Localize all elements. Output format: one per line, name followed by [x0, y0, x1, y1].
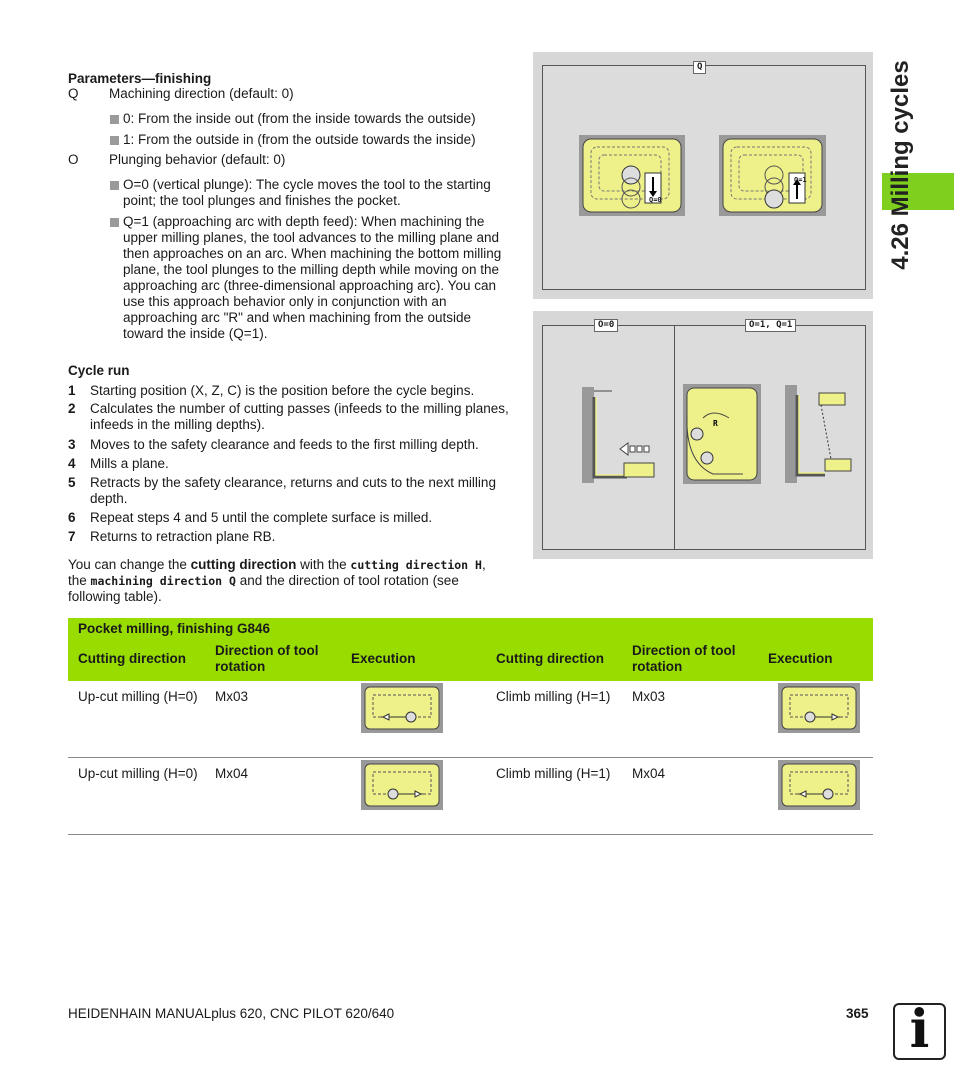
pocket-q1-illustration	[719, 135, 826, 216]
parameters-heading: Parameters—finishing	[68, 71, 212, 86]
cycle-run-heading: Cycle run	[68, 363, 130, 378]
table-row: Up-cut milling (H=0) Mx04 Climb milling (H=1) Mx04	[68, 758, 873, 835]
table-header: Cutting direction	[486, 637, 622, 681]
table-header: Cutting direction	[68, 637, 205, 681]
q0-label: Q=0	[649, 196, 662, 204]
pocket-milling-table	[68, 618, 873, 835]
vertical-plunge-illustration	[582, 387, 657, 483]
table-row: Up-cut milling (H=0) Mx03 Climb milling (H=1) Mx03	[68, 681, 873, 758]
list-item: O=0 (vertical plunge): The cycle moves the tool to the starting point; the tool plunges and finishes the pocket.	[110, 177, 505, 209]
page-number: 365	[846, 1006, 869, 1021]
pocket-q0-illustration	[579, 135, 685, 216]
direction-paragraph: You can change the cutting direction with the cutting direction H, the machining direction Q and the direction of tool rotation (see following table).	[68, 557, 486, 604]
footer-manual: HEIDENHAIN MANUALplus 620, CNC PILOT 620/640	[68, 1006, 395, 1021]
table-header: Execution	[341, 637, 486, 681]
figure-tag-o1q1: O=1, Q=1	[745, 319, 796, 332]
table-header: Direction of tool rotation	[205, 637, 341, 681]
table-header: Execution	[758, 637, 873, 681]
arc-depth-feed-illustration	[785, 385, 853, 483]
figure-machining-direction	[533, 52, 873, 299]
chapter-title: 4.26 Milling cycles	[886, 60, 914, 270]
bullet-icon	[110, 181, 119, 190]
list-item: 1: From the outside in (from the outside towards the inside)	[110, 132, 510, 148]
list-item: Q=1 (approaching arc with depth feed): When machining the upper milling planes, the tool advances to the milling plane and then approaches on an arc. When machining the bottom milling plane, the tool plunges to the milling depth while moving on the approaching arc (three-dimensional approaching arc). You can use this approach behavior only in conjunction with an approaching arc "R" and when machining from the outside toward the inside (Q=1).	[110, 214, 510, 342]
approach-arc-illustration	[683, 384, 761, 484]
bullet-icon	[110, 136, 119, 145]
bullet-icon	[110, 218, 119, 227]
execution-icon	[758, 758, 873, 835]
figure-tag-o0: O=0	[594, 319, 618, 332]
param-q-text: Machining direction (default: 0)	[109, 86, 294, 101]
execution-icon	[341, 758, 486, 835]
table-title: Pocket milling, finishing G846	[68, 618, 873, 637]
execution-icon	[341, 681, 486, 758]
execution-icon	[758, 681, 873, 758]
list-item: 0: From the inside out (from the inside towards the outside)	[110, 111, 510, 127]
param-q-label: Q	[68, 86, 79, 101]
info-icon: i	[893, 1003, 946, 1060]
table-header: Direction of tool rotation	[622, 637, 758, 681]
bullet-icon	[110, 115, 119, 124]
param-o-label: O	[68, 152, 79, 167]
figure-tag: Q	[693, 61, 706, 74]
figure-plunging-behavior	[533, 311, 873, 559]
q1-label: Q=1	[794, 176, 807, 184]
param-o-text: Plunging behavior (default: 0)	[109, 152, 286, 167]
arc-radius-label: R	[713, 419, 718, 428]
